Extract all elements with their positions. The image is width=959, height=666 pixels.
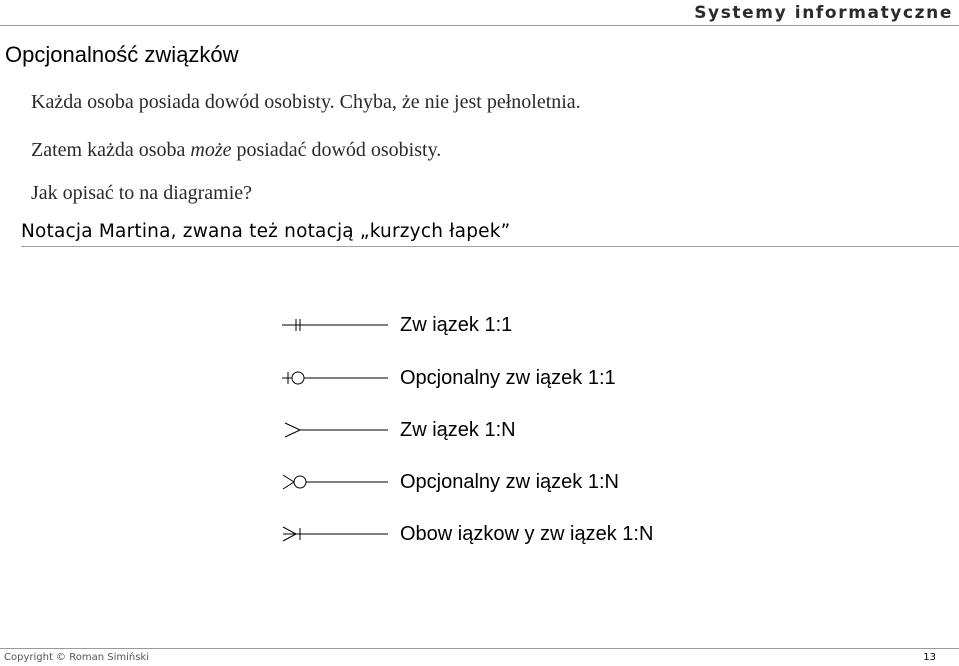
notation-subheading: Notacja Martina, zwana też notacją „kurzych łapek” <box>21 221 511 242</box>
body-line-2-emphasis: może <box>190 139 232 161</box>
header-divider <box>0 25 959 26</box>
body-line-2 <box>31 139 441 162</box>
body-line-1: Każda osoba posiada dowód osobisty. Chyba, że nie jest pełnoletnia. <box>31 91 581 113</box>
page-number: 13 <box>923 652 936 663</box>
mandatory-one-to-many-symbol <box>283 527 388 541</box>
one-to-one-symbol <box>282 319 388 331</box>
optional-one-to-many-symbol <box>283 475 388 489</box>
one-to-many-symbol <box>285 423 388 437</box>
legend-label-one-to-many: Zw iązek 1:N <box>400 419 516 441</box>
body-line-2-before: Zatem każda osoba <box>31 139 191 161</box>
crows-foot-legend-symbols <box>280 312 400 547</box>
body-line-3: Jak opisać to na diagramie? <box>31 182 253 204</box>
subheading-divider <box>21 246 959 247</box>
slide-title: Opcjonalność związków <box>5 42 239 67</box>
course-title: Systemy informatyczne <box>694 3 953 23</box>
legend-label-optional-one-to-one: Opcjonalny zw iązek 1:1 <box>400 367 616 389</box>
footer-copyright: Copyright © Roman Simiński <box>4 652 149 663</box>
body-line-2-after: posiadać dowód osobisty. <box>231 139 442 161</box>
legend-label-optional-one-to-many: Opcjonalny zw iązek 1:N <box>400 471 619 493</box>
legend-label-mandatory-one-to-many: Obow iązkow y zw iązek 1:N <box>400 523 654 545</box>
legend-label-one-to-one: Zw iązek 1:1 <box>400 314 513 336</box>
footer-divider <box>0 648 959 649</box>
optional-one-to-one-symbol <box>282 372 388 384</box>
